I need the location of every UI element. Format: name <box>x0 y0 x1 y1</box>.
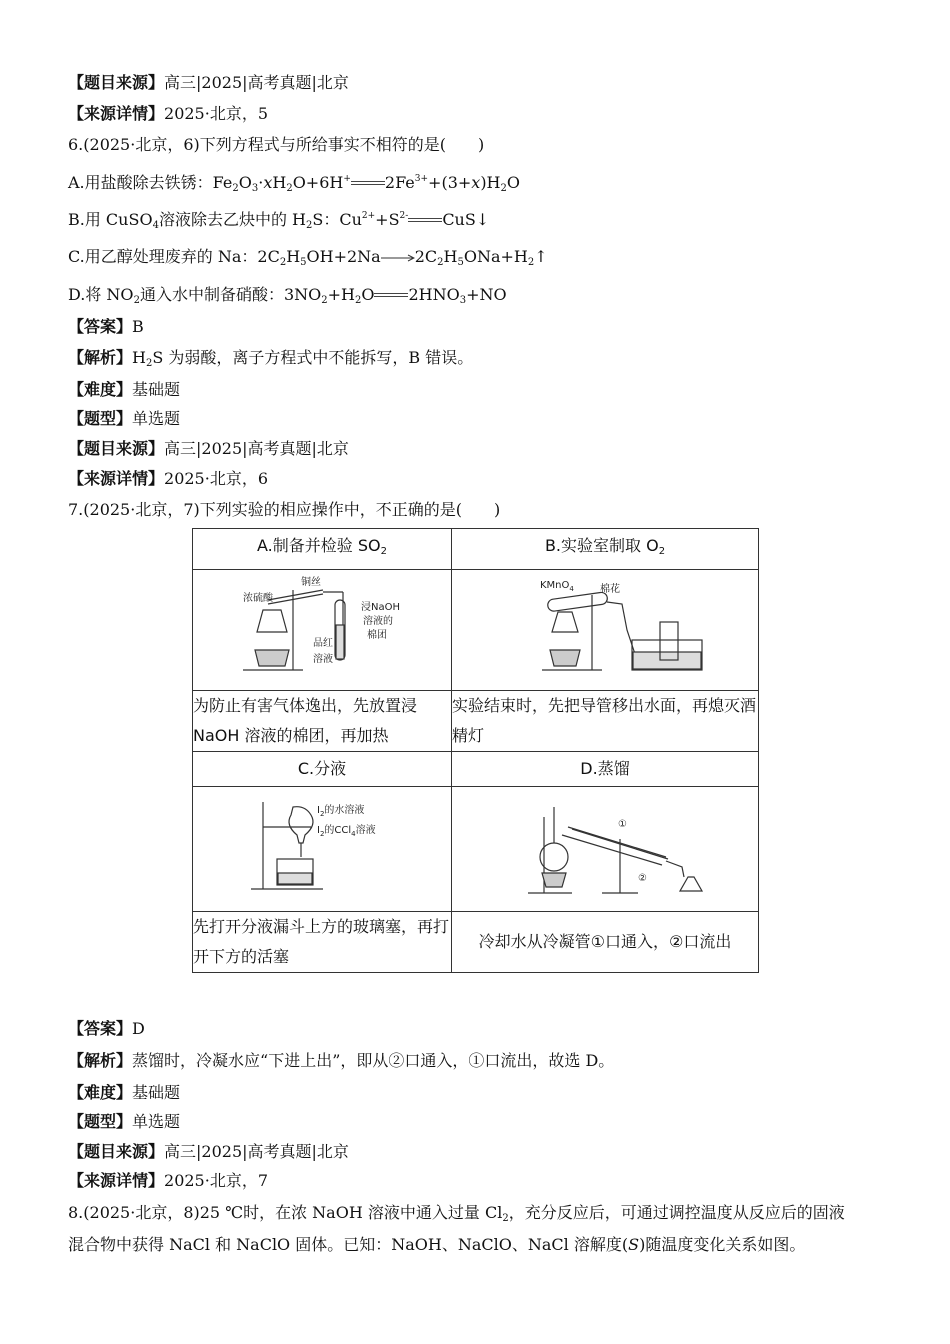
difficulty-label: 【难度】 <box>68 1083 133 1102</box>
option-a-text: A.用盐酸除去铁锈： <box>68 173 213 192</box>
q6-option-b: B.用 CuSO$_4$溶液除去乙炔中的 $H_2S$：$Cu^{2+}+S^{2-}$ CuS↓ <box>68 210 490 231</box>
label-cotton: 棉团 <box>367 630 387 641</box>
q7-stem: 7.(2025·北京，7)下列实验的相应操作中，不正确的是( ) <box>68 500 501 519</box>
label-magenta: 品红 <box>313 638 333 649</box>
analysis-text: 蒸馏时，冷凝水应“下进上出”，即从②口通入，①口流出，故选 D。 <box>132 1051 615 1070</box>
experiment-table <box>192 528 759 973</box>
label-magenta-solution: 溶液 <box>313 654 333 665</box>
type-label: 【题型】 <box>68 409 133 428</box>
q7-difficulty-line <box>68 1080 180 1103</box>
answer-label: 【答案】 <box>68 1019 133 1038</box>
option-b-mid: 溶液除去乙炔中的 H <box>158 210 306 229</box>
o2-apparatus-diagram <box>452 570 758 686</box>
answer-value: D <box>132 1019 145 1038</box>
separatory-funnel-diagram <box>193 787 451 907</box>
label-copper-wire: 铜丝 <box>301 577 321 588</box>
q8-line-2: 混合物中获得 NaCl 和 NaClO 固体。已知：NaOH、NaClO、NaCl 溶解度(S)随温度变化关系如图。 <box>68 1235 806 1254</box>
q6-option-c: C.用乙醇处理废弃的 Na：$2C_2H_5OH+2Na$ $2C_2H_5ONa+H_2↑$ <box>68 247 548 268</box>
option-d-text: D.将 NO <box>68 285 134 304</box>
q8-text-1: 8.(2025·北京，8)25 ℃时，在浓 NaOH 溶液中通入过量 Cl <box>68 1203 503 1222</box>
cell-c-image <box>193 787 452 912</box>
cell-c-text: 先打开分液漏斗上方的玻璃塞，再打开下方的活塞 <box>193 912 452 973</box>
detail-value: 2025·北京，6 <box>164 469 269 488</box>
q6-type-line <box>68 406 180 429</box>
cell-a-image <box>193 570 452 691</box>
cell-d-image <box>452 787 759 912</box>
q6-detail-line <box>68 466 268 489</box>
q8-line-1: 8.(2025·北京，8)25 ℃时，在浓 NaOH 溶液中通入过量 $Cl_2$，充分反应后，可通过调控温度从反应后的固液 <box>68 1203 845 1224</box>
q7-source-line <box>68 1139 349 1162</box>
so2-apparatus-diagram <box>193 570 451 686</box>
q7-detail-line <box>68 1168 268 1191</box>
analysis-text: S 为弱酸，离子方程式中不能拆写，B 错误。 <box>152 348 474 367</box>
q6-analysis-line: 【解析】$H_2S$ 为弱酸，离子方程式中不能拆写，B 错误。 <box>68 348 474 369</box>
equals-sign <box>374 291 408 301</box>
cell-d-text: 冷却水从冷凝管①口通入，②口流出 <box>452 912 759 973</box>
type-value: 单选题 <box>132 409 181 428</box>
label-kmno4: KMnO$_4$ <box>540 580 574 593</box>
detail-label: 【来源详情】 <box>68 1171 165 1190</box>
label-port-1: ① <box>618 819 627 830</box>
q6-answer-line <box>68 314 144 337</box>
source-value: 高三|2025|高考真题|北京 <box>164 439 349 458</box>
cell-b-image <box>452 570 759 691</box>
difficulty-value: 基础题 <box>132 380 181 399</box>
type-label: 【题型】 <box>68 1112 133 1131</box>
cell-b-head: B.实验室制取 $O_2$ <box>452 529 759 570</box>
label-naoh: 浸NaOH <box>361 602 400 613</box>
q7-type-line <box>68 1109 180 1132</box>
q8-text-2b: )随温度变化关系如图。 <box>639 1235 806 1254</box>
q6-option-d: D.将 $NO_2$通入水中制备硝酸：$3NO_2+H_2O$ $2HNO_3+NO$ <box>68 285 507 306</box>
label-i2-aq: $I_2$的水溶液 <box>317 805 365 818</box>
distillation-diagram <box>452 787 758 907</box>
option-d-mid: 通入水中制备硝酸： <box>139 285 284 304</box>
difficulty-label: 【难度】 <box>68 380 133 399</box>
q7-answer-line <box>68 1016 145 1039</box>
answer-value: B <box>132 317 144 336</box>
difficulty-value: 基础题 <box>132 1083 181 1102</box>
q8-text-2: 混合物中获得 NaCl 和 NaClO 固体。已知：NaOH、NaClO、NaCl 溶解度( <box>68 1235 629 1254</box>
q8-text-1b: ，充分反应后，可通过调控温度从反应后的固液 <box>508 1203 845 1222</box>
cell-a-head: A.制备并检验 $SO_2$ <box>193 529 452 570</box>
equals-sign <box>408 216 442 226</box>
detail-label: 【来源详情】 <box>68 469 165 488</box>
cell-b-text: 实验结束时，先把导管移出水面，再熄灭酒精灯 <box>452 691 759 752</box>
detail-value: 2025·北京，5 <box>164 104 269 123</box>
arrow-icon <box>381 253 415 263</box>
label-cotton: 棉花 <box>600 584 620 595</box>
q6-stem: 6.(2025·北京，6)下列方程式与所给事实不相符的是( ) <box>68 135 485 154</box>
source-label: 【题目来源】 <box>68 73 165 92</box>
option-b-text: B.用 CuSO <box>68 210 153 229</box>
cell-d-head: D.蒸馏 <box>452 752 759 787</box>
detail-value: 2025·北京，7 <box>164 1171 269 1190</box>
q6-source-line <box>68 436 349 459</box>
source-label: 【题目来源】 <box>68 439 165 458</box>
q5-source-line <box>68 70 349 93</box>
q7-analysis-line <box>68 1048 614 1071</box>
label-solution: 溶液的 <box>363 616 393 627</box>
source-label: 【题目来源】 <box>68 1142 165 1161</box>
source-value: 高三|2025|高考真题|北京 <box>164 1142 349 1161</box>
detail-label: 【来源详情】 <box>68 104 165 123</box>
q5-detail-line <box>68 101 268 124</box>
equals-sign <box>351 179 385 189</box>
cell-c-head: C.分液 <box>193 752 452 787</box>
option-c-text: C.用乙醇处理废弃的 Na： <box>68 247 258 266</box>
q6-option-a: A.用盐酸除去铁锈：$Fe_2O_3\cdot xH_2O+6H^+$ $2Fe^{3+}+(3+x)H_2O$ <box>68 173 521 194</box>
label-port-2: ② <box>638 873 647 884</box>
label-i2-ccl4: $I_2$的CCl$_4$溶液 <box>317 825 376 838</box>
option-b-mid2: S： <box>312 210 340 229</box>
answer-label: 【答案】 <box>68 317 133 336</box>
type-value: 单选题 <box>132 1112 181 1131</box>
analysis-label: 【解析】 <box>68 348 133 367</box>
source-value: 高三|2025|高考真题|北京 <box>164 73 349 92</box>
cell-a-text: 为防止有害气体逸出，先放置浸 NaOH 溶液的棉团，再加热 <box>193 691 452 752</box>
analysis-label: 【解析】 <box>68 1051 133 1070</box>
label-conc-acid: 浓硫酸 <box>243 593 273 604</box>
q6-difficulty-line <box>68 377 180 400</box>
